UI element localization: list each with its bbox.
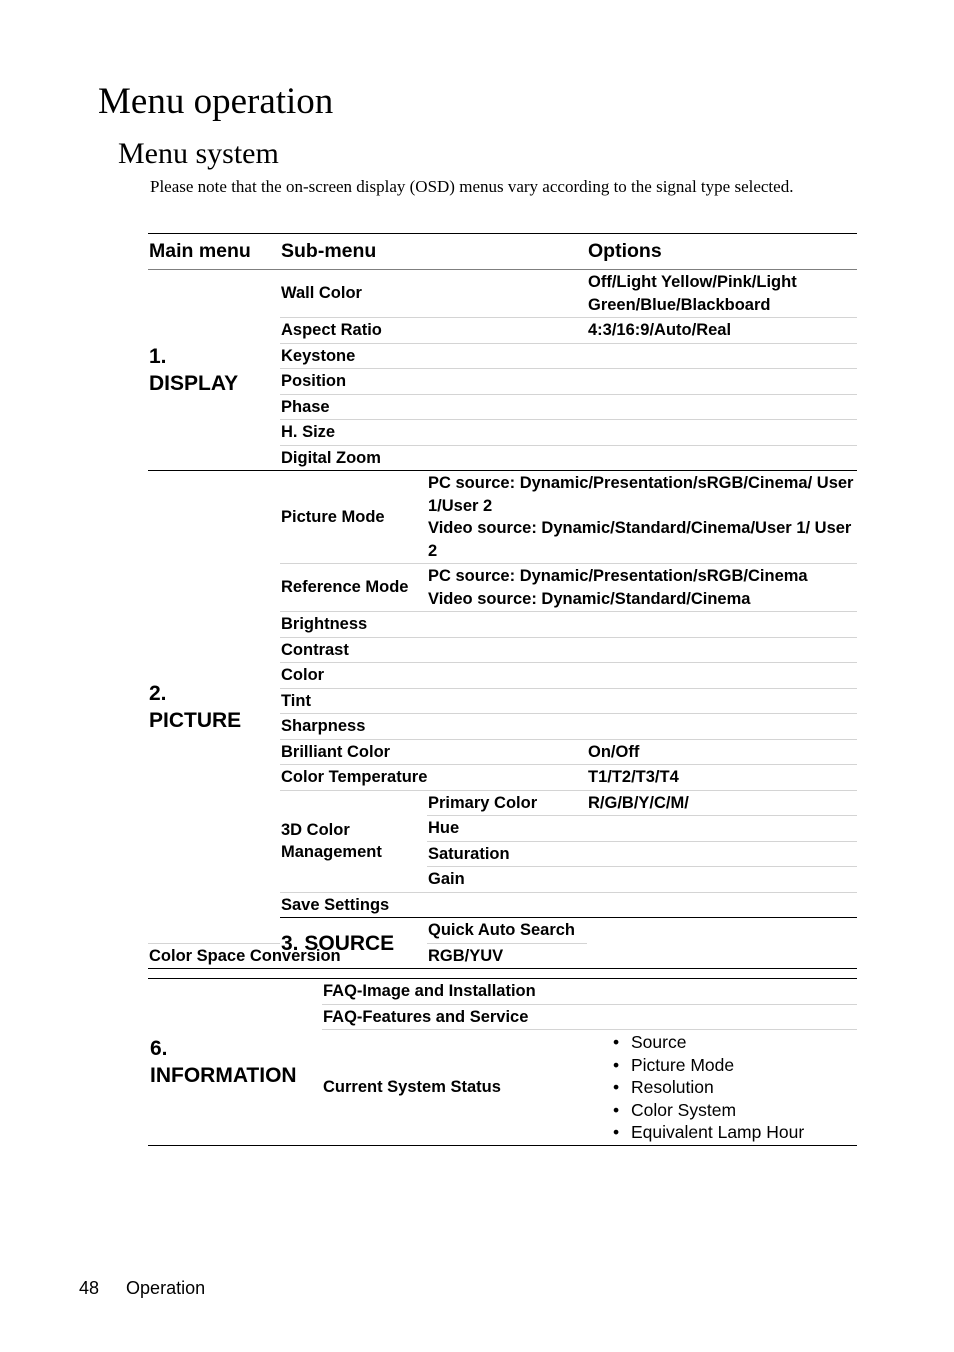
pc-source-options: PC source: Dynamic/Presentation/sRGB/Cinema/ User 1/User 2 — [428, 474, 854, 515]
sub-menu-cell: Position — [280, 369, 587, 395]
list-item: • Resolution — [613, 1077, 714, 1098]
section-title: Menu system — [118, 137, 279, 170]
list-item-text: Color System — [631, 1099, 737, 1120]
options-cell — [427, 564, 857, 612]
header-main-menu: Main menu — [148, 234, 280, 270]
sub-menu-cell: Contrast — [280, 637, 587, 663]
sub-menu-cell: Brightness — [280, 612, 587, 638]
sub-menu-cell: Reference Mode — [280, 564, 427, 612]
main-menu-name: INFORMATION — [150, 1063, 297, 1087]
options-cell — [587, 420, 857, 446]
main-menu-number: 6. — [150, 1036, 168, 1060]
sub-menu-cell: Phase — [280, 394, 587, 420]
main-menu-picture — [148, 471, 280, 944]
table-row — [148, 979, 857, 1005]
list-item-text: Source — [631, 1032, 687, 1052]
sub-menu-3d-color-management — [280, 790, 427, 892]
page-title: Menu operation — [98, 81, 334, 122]
pc-source-options: PC source: Dynamic/Presentation/sRGB/Cinema — [428, 567, 808, 585]
options-cell — [587, 867, 857, 893]
sub-sub-menu-cell: Hue — [427, 816, 587, 842]
options-cell — [613, 1030, 857, 1146]
options-cell — [587, 343, 857, 369]
sub-menu-cell: Save Settings — [280, 892, 587, 918]
list-item: • Equivalent Lamp Hour — [613, 1122, 805, 1143]
options-cell — [587, 688, 857, 714]
options-cell — [613, 1004, 857, 1030]
sub-menu-cell: Aspect Ratio — [280, 318, 587, 344]
table-header-row — [148, 234, 857, 270]
main-menu-number: 2. — [149, 681, 167, 705]
options-cell — [587, 445, 857, 471]
footer-section: Operation — [126, 1278, 206, 1298]
intro-text: Please note that the on-screen display (OSD) menus vary according to the signal type selected. — [150, 177, 794, 196]
table-row — [148, 943, 857, 969]
video-source-options: Video source: Dynamic/Standard/Cinema — [428, 589, 751, 608]
options-cell: 4:3/16:9/Auto/Real — [587, 318, 857, 344]
table-row — [148, 471, 857, 564]
sub-menu-cell: Picture Mode — [280, 471, 427, 564]
list-item: • Picture Mode — [613, 1054, 735, 1075]
table-row — [148, 270, 857, 318]
sub-menu-cell: FAQ-Image and Installation — [323, 982, 536, 1000]
sub-menu-label: Management — [281, 843, 382, 861]
list-item: • Source — [613, 1032, 687, 1052]
list-item-text: Picture Mode — [631, 1054, 735, 1075]
options-cell — [587, 612, 857, 638]
sub-sub-menu-cell: Gain — [427, 867, 587, 893]
main-menu-display — [148, 270, 280, 471]
information-table — [148, 978, 857, 1146]
list-item: • Color System — [613, 1099, 737, 1120]
options-cell — [587, 637, 857, 663]
options-cell — [587, 714, 857, 740]
options-cell — [587, 841, 857, 867]
main-menu-name: PICTURE — [149, 708, 242, 732]
sub-menu-cell: Quick Auto Search — [427, 918, 857, 944]
video-source-options: Video source: Dynamic/Standard/Cinema/User 1/ User 2 — [428, 519, 852, 560]
options-cell — [587, 892, 857, 918]
sub-menu-cell: Color Temperature — [280, 765, 587, 791]
status-list — [613, 1031, 857, 1144]
list-item-text: Resolution — [631, 1077, 714, 1098]
header-options: Options — [587, 234, 857, 270]
options-cell: On/Off — [587, 739, 857, 765]
options-cell — [587, 816, 857, 842]
sub-menu-cell: H. Size — [280, 420, 587, 446]
sub-menu-cell: Current System Status — [322, 1030, 613, 1146]
menu-table — [148, 233, 857, 969]
sub-menu-cell: Tint — [280, 688, 587, 714]
sub-menu-cell: Sharpness — [280, 714, 587, 740]
options-cell — [587, 369, 857, 395]
main-menu-number: 1. — [149, 345, 167, 368]
sub-menu-cell: Wall Color — [281, 284, 362, 303]
options-cell: Off/Light Yellow/Pink/Light Green/Blue/Blackboard — [588, 273, 797, 314]
sub-sub-menu-cell: Primary Color — [427, 790, 587, 816]
sub-menu-cell: Keystone — [280, 343, 587, 369]
options-cell — [587, 394, 857, 420]
sub-sub-menu-cell: Saturation — [427, 841, 587, 867]
options-cell: R/G/B/Y/C/M/ — [587, 790, 857, 816]
options-cell — [587, 663, 857, 689]
options-cell: T1/T2/T3/T4 — [587, 765, 857, 791]
main-menu-source: 3. SOURCE — [280, 918, 427, 969]
options-cell — [613, 979, 857, 1005]
page-footer — [79, 1277, 205, 1299]
sub-menu-cell: Digital Zoom — [280, 445, 587, 471]
list-item-text: Equivalent Lamp Hour — [631, 1122, 805, 1143]
options-cell: RGB/YUV — [427, 943, 587, 969]
sub-menu-cell: Brilliant Color — [280, 739, 587, 765]
main-menu-information — [148, 979, 322, 1146]
sub-menu-cell: Color — [280, 663, 587, 689]
options-cell — [427, 471, 857, 564]
sub-menu-label: 3D Color — [281, 820, 350, 839]
header-sub-menu: Sub-menu — [280, 234, 587, 270]
main-menu-name: DISPLAY — [149, 372, 239, 395]
sub-menu-cell: FAQ-Features and Service — [322, 1004, 613, 1030]
page-number: 48 — [79, 1278, 100, 1298]
sub-menu-cell: Color Space Conversion — [148, 943, 427, 969]
